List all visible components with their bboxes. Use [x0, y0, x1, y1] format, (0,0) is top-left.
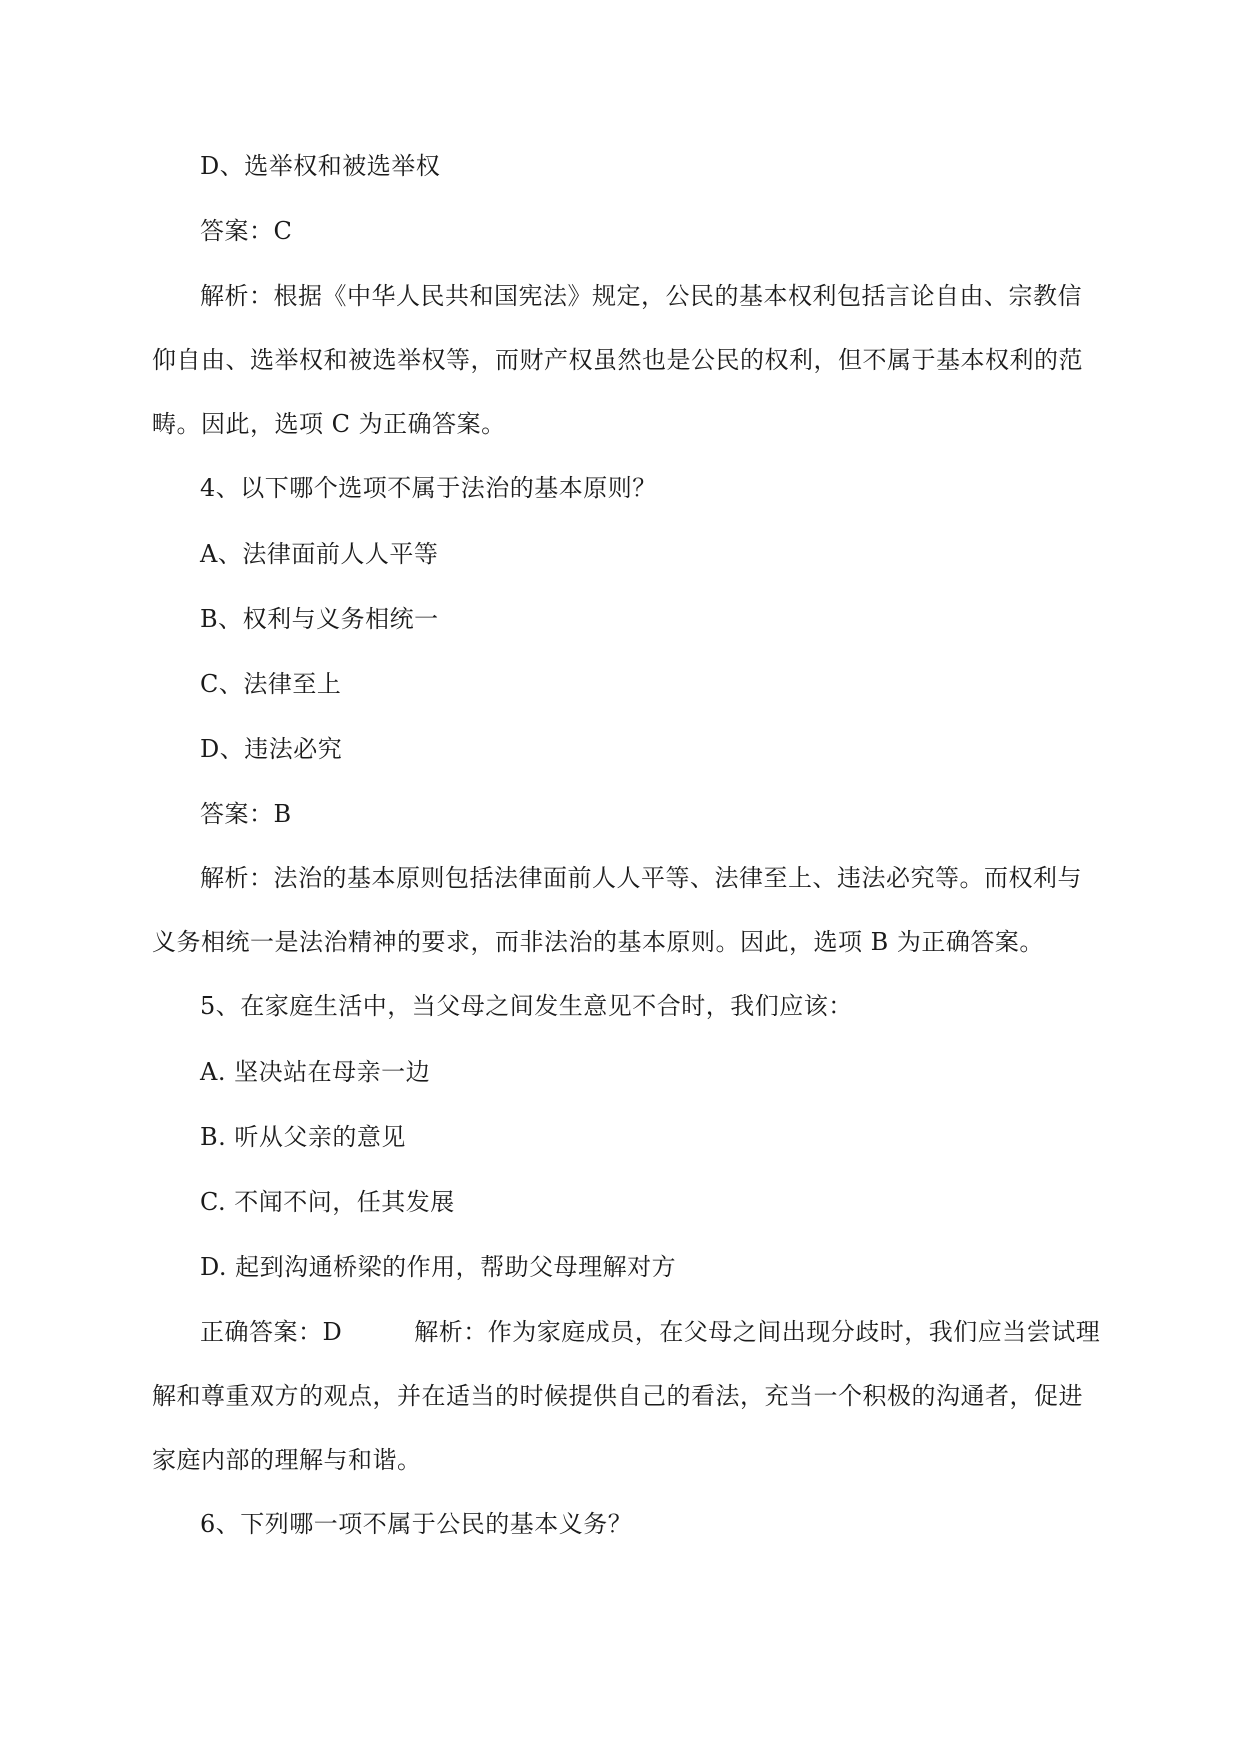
- q4-analysis-line-1: 解析：法治的基本原则包括法律面前人人平等、法律至上、违法必究等。而权利与: [200, 864, 1082, 892]
- q4-option-c: C、法律至上: [200, 670, 342, 698]
- q3-option-d: D、选举权和被选举权: [200, 152, 441, 180]
- q5-analysis-first: 解析：作为家庭成员，在父母之间出现分歧时，我们应当尝试理: [414, 1318, 1101, 1346]
- q4-option-b: B、权利与义务相统一: [200, 605, 439, 633]
- q3-answer: 答案：C: [200, 217, 293, 245]
- q3-analysis-line-1: 解析：根据《中华人民共和国宪法》规定，公民的基本权利包括言论自由、宗教信: [200, 282, 1082, 310]
- q5-analysis-line-2: 解和尊重双方的观点，并在适当的时候提供自己的看法，充当一个积极的沟通者，促进: [152, 1382, 1083, 1410]
- q4-answer: 答案：B: [200, 800, 292, 828]
- q5-answer: 正确答案：D: [200, 1318, 343, 1346]
- q5-analysis-line-3: 家庭内部的理解与和谐。: [152, 1446, 422, 1474]
- q6-question: 6、下列哪一项不属于公民的基本义务？: [200, 1510, 633, 1538]
- q3-analysis-line-3: 畴。因此，选项 C 为正确答案。: [152, 410, 506, 438]
- q5-option-d: D. 起到沟通桥梁的作用，帮助父母理解对方: [200, 1253, 677, 1281]
- q5-option-c: C. 不闻不问，任其发展: [200, 1188, 455, 1216]
- q4-option-a: A、法律面前人人平等: [200, 540, 439, 568]
- q5-question: 5、在家庭生活中，当父母之间发生意见不合时，我们应该：: [200, 992, 853, 1020]
- q4-option-d: D、违法必究: [200, 735, 343, 763]
- q5-option-a: A. 坚决站在母亲一边: [200, 1058, 431, 1086]
- q5-option-b: B. 听从父亲的意见: [200, 1123, 406, 1151]
- q4-analysis-line-2: 义务相统一是法治精神的要求，而非法治的基本原则。因此，选项 B 为正确答案。: [152, 928, 1044, 956]
- q4-question: 4、以下哪个选项不属于法治的基本原则？: [200, 474, 657, 502]
- q5-answer-analysis-row: [200, 1316, 1101, 1348]
- q3-analysis-line-2: 仰自由、选举权和被选举权等，而财产权虽然也是公民的权利，但不属于基本权利的范: [152, 346, 1083, 374]
